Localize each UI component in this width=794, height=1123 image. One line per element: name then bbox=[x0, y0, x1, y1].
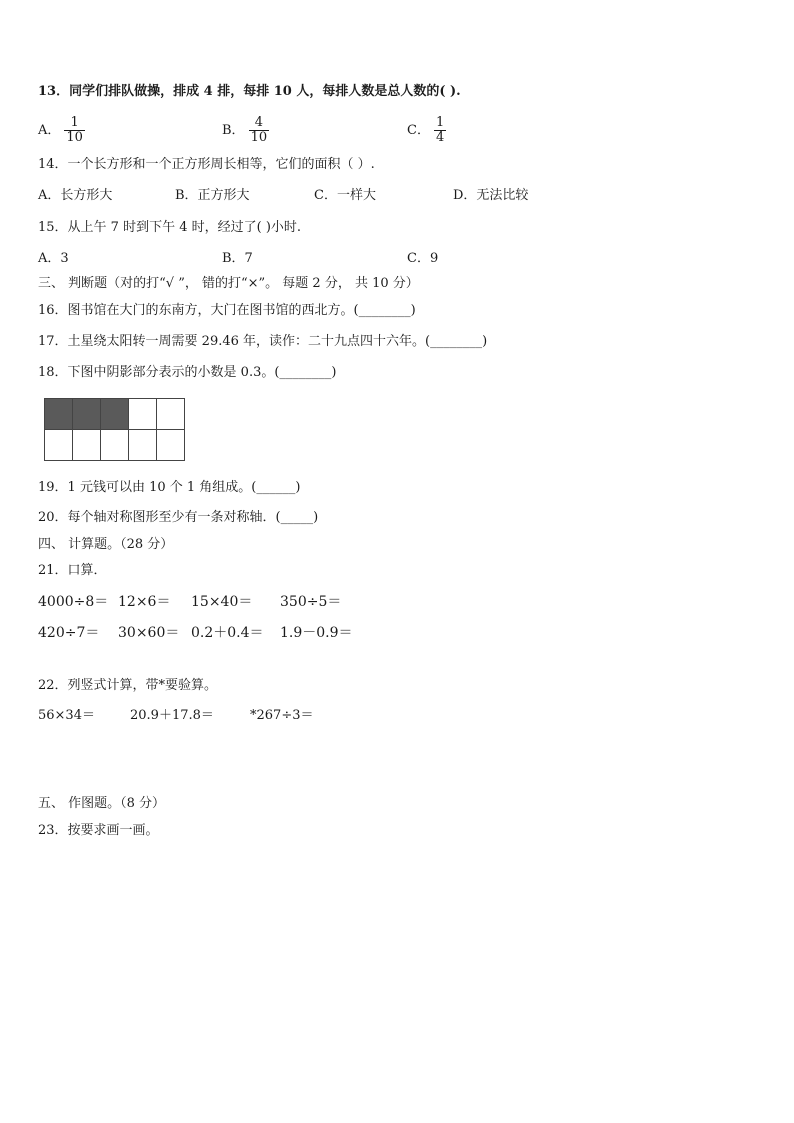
question-13-option-b[interactable] bbox=[222, 116, 269, 145]
section-3-title: 三、 判断题（对的打“√ ”， 错的打“×”。 每题 2 分， 共 10 分） bbox=[38, 276, 419, 291]
question-15-option-c[interactable]: C．9 bbox=[407, 251, 439, 266]
fraction bbox=[249, 116, 270, 145]
question-18: 18．下图中阴影部分表示的小数是 0.3。(________) bbox=[38, 365, 337, 380]
calc-item: 420÷7＝ bbox=[38, 625, 100, 641]
fraction-numerator: 4 bbox=[249, 116, 270, 131]
grid-cell-shaded bbox=[45, 399, 73, 430]
grid-cell bbox=[129, 430, 157, 461]
calc-item: 350÷5＝ bbox=[280, 594, 342, 610]
question-20: 20．每个轴对称图形至少有一条对称轴．(_____) bbox=[38, 510, 319, 525]
question-21-stem: 21．口算． bbox=[38, 563, 107, 578]
grid-cell bbox=[73, 430, 101, 461]
fraction bbox=[64, 116, 85, 145]
grid-row bbox=[45, 430, 185, 461]
section-4-title: 四、 计算题。（28 分） bbox=[38, 537, 174, 552]
question-13-stem: 13．同学们排队做操，排成 4 排，每排 10 人，每排人数是总人数的( ). bbox=[38, 84, 461, 99]
calc-item: 15×40＝ bbox=[191, 594, 253, 610]
shaded-grid bbox=[44, 398, 185, 461]
fraction-denominator: 10 bbox=[250, 130, 268, 145]
grid-cell bbox=[157, 399, 185, 430]
section-5-title: 五、 作图题。（8 分） bbox=[38, 796, 166, 811]
question-14-option-d[interactable]: D．无法比较 bbox=[453, 188, 529, 203]
grid-cell bbox=[157, 430, 185, 461]
calc-item: *267÷3＝ bbox=[250, 708, 314, 723]
question-14-option-a[interactable]: A．长方形大 bbox=[38, 188, 113, 203]
question-19: 19．1 元钱可以由 10 个 1 角组成。(______) bbox=[38, 480, 301, 495]
fraction-numerator: 1 bbox=[64, 116, 85, 131]
calc-item: 1.9－0.9＝ bbox=[280, 625, 353, 641]
question-15-option-a[interactable]: A．3 bbox=[38, 251, 69, 266]
question-17: 17．土星绕太阳转一周需要 29.46 年，读作：二十九点四十六年。(________) bbox=[38, 334, 488, 349]
fraction bbox=[434, 116, 446, 145]
grid-cell-shaded bbox=[101, 399, 129, 430]
question-13-option-c[interactable] bbox=[407, 116, 446, 145]
fraction-numerator: 1 bbox=[435, 115, 445, 130]
option-label: B． bbox=[222, 123, 245, 138]
fraction-denominator: 4 bbox=[435, 130, 445, 145]
question-14-option-c[interactable]: C．一样大 bbox=[314, 188, 376, 203]
option-label: A． bbox=[38, 123, 61, 138]
grid-cell bbox=[129, 399, 157, 430]
question-14-stem: 14．一个长方形和一个正方形周长相等，它们的面积（ ）. bbox=[38, 157, 375, 172]
question-15-option-b[interactable]: B．7 bbox=[222, 251, 253, 266]
question-22-stem: 22．列竖式计算，带*要验算。 bbox=[38, 678, 218, 693]
fraction-denominator: 10 bbox=[66, 130, 83, 145]
grid-cell bbox=[45, 430, 73, 461]
question-13-option-a[interactable] bbox=[38, 116, 85, 145]
question-14-option-b[interactable]: B．正方形大 bbox=[175, 188, 250, 203]
calc-item: 30×60＝ bbox=[118, 625, 180, 641]
option-label: C． bbox=[407, 123, 430, 138]
grid-cell bbox=[101, 430, 129, 461]
calc-item: 12×6＝ bbox=[118, 594, 171, 610]
question-23: 23．按要求画一画。 bbox=[38, 823, 159, 838]
grid-row bbox=[45, 399, 185, 430]
calc-item: 20.9＋17.8＝ bbox=[130, 708, 214, 723]
question-15-stem: 15．从上午 7 时到下午 4 时，经过了( )小时. bbox=[38, 220, 302, 235]
question-16: 16．图书馆在大门的东南方，大门在图书馆的西北方。(________) bbox=[38, 303, 416, 318]
calc-item: 0.2＋0.4＝ bbox=[191, 625, 264, 641]
calc-item: 56×34＝ bbox=[38, 708, 95, 723]
calc-item: 4000÷8＝ bbox=[38, 594, 109, 610]
grid-cell-shaded bbox=[73, 399, 101, 430]
